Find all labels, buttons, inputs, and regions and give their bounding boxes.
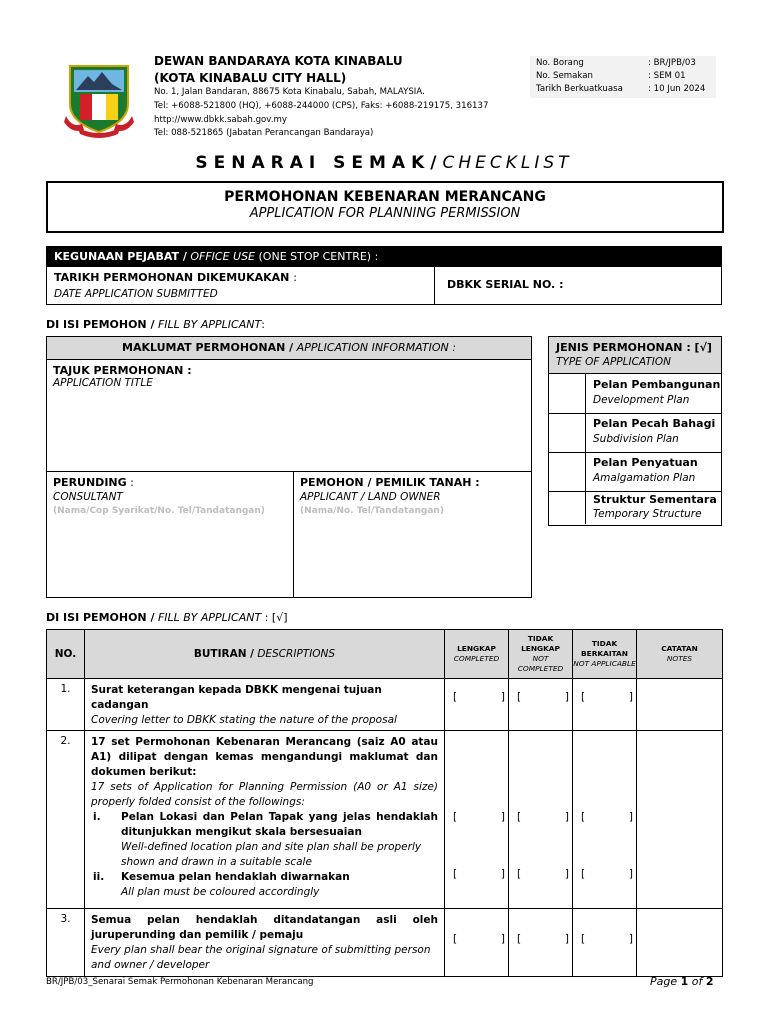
row-description-malay: 17 set Permohonan Kebenaran Merancang (saiz A0 atau A1) dilipat dengan kemas mengandungi maklumat dan dokumen berikut:	[91, 736, 438, 778]
consultant-field[interactable]	[53, 476, 265, 518]
office-use-box	[46, 267, 722, 305]
office-use-label: KEGUNAAN PEJABAT /	[54, 250, 187, 263]
col-header-not-completed	[509, 630, 573, 679]
type-checkbox[interactable]	[549, 374, 586, 413]
bracket-right: ]	[564, 868, 569, 880]
bracket-left: [	[581, 691, 586, 703]
application-information-box	[46, 336, 532, 598]
type-option-label-english: Subdivision Plan	[593, 433, 679, 445]
not-applicable-cell[interactable]	[573, 909, 637, 977]
page-current: 1	[680, 975, 689, 988]
type-checkbox[interactable]	[549, 413, 586, 452]
type-option-label-english: Development Plan	[593, 394, 690, 406]
notes-cell[interactable]	[637, 731, 723, 909]
office-use-label-rest: (ONE STOP CENTRE) :	[258, 250, 379, 263]
application-information-label: MAKLUMAT PERMOHONAN /	[122, 341, 294, 354]
application-information-header	[47, 337, 531, 360]
meta-label: No. Borang	[536, 58, 584, 68]
col-header-not-applicable-malay: TIDAK BERKAITAN	[581, 639, 628, 658]
col-header-descriptions-malay: BUTIRAN /	[193, 648, 254, 660]
type-checkbox[interactable]	[549, 491, 586, 524]
type-option-label: Pelan Penyatuan	[593, 456, 698, 469]
document-meta-box	[530, 56, 716, 98]
meta-value: : 10 Jun 2024	[648, 84, 706, 94]
table-row	[47, 679, 723, 731]
divider	[47, 471, 531, 472]
type-option-amalgamation-plan	[549, 452, 721, 492]
bracket-right: ]	[500, 691, 505, 703]
sub-item-malay: Kesemua pelan hendaklah diwarnakan	[121, 871, 350, 883]
row-number: 2.	[47, 731, 85, 909]
completed-cell[interactable]	[445, 909, 509, 977]
completed-cell[interactable]	[445, 679, 509, 731]
form-title-english: APPLICATION FOR PLANNING PERMISSION	[249, 206, 521, 221]
of-word: of	[691, 975, 703, 988]
applicant-label: PEMOHON / PEMILIK TANAH :	[300, 476, 480, 489]
sub-item-numeral: ii.	[93, 871, 105, 883]
fill-by-applicant-label	[46, 611, 288, 624]
form-title-box	[46, 181, 724, 233]
checklist-title	[0, 153, 768, 173]
row-description	[85, 731, 445, 909]
not-applicable-cell[interactable]	[573, 679, 637, 731]
organization-address	[154, 86, 488, 141]
footer-page-number	[650, 975, 714, 988]
type-option-label: Struktur Sementara	[593, 493, 717, 506]
type-option-temporary-structure	[549, 491, 721, 524]
not-applicable-cell[interactable]	[573, 731, 637, 909]
notes-cell[interactable]	[637, 679, 723, 731]
not-completed-cell[interactable]	[509, 909, 573, 977]
bracket-left: [	[581, 933, 586, 945]
meta-label: No. Semakan	[536, 71, 593, 81]
bracket-left: [	[517, 691, 522, 703]
footer-form-code: BR/JPB/03_Senarai Semak Permohonan Kebenaran Merancang	[46, 977, 314, 987]
page-total: 2	[705, 975, 714, 988]
applicant-label-english: APPLICANT / LAND OWNER	[300, 491, 441, 503]
checklist-title-english: CHECKLIST	[442, 153, 573, 173]
col-header-completed-malay: LENGKAP	[457, 644, 496, 653]
type-of-application-box	[548, 336, 722, 526]
bracket-left: [	[453, 811, 458, 823]
not-completed-cell[interactable]	[509, 679, 573, 731]
bracket-left: [	[517, 933, 522, 945]
col-header-notes-malay: CATATAN	[661, 644, 698, 653]
col-header-not-applicable	[573, 630, 637, 679]
bracket-right: ]	[564, 933, 569, 945]
checklist-table	[46, 629, 723, 977]
checklist-title-slash: /	[430, 153, 443, 173]
consultant-hint: (Nama/Cop Syarikat/No. Tel/Tandatangan)	[53, 506, 265, 516]
date-submitted-label-english: DATE APPLICATION SUBMITTED	[54, 288, 218, 300]
type-option-development-plan	[549, 374, 721, 414]
bracket-right: ]	[628, 933, 633, 945]
type-of-application-header	[549, 337, 721, 374]
type-option-label: Pelan Pecah Bahagi	[593, 417, 716, 430]
type-option-label: Pelan Pembangunan	[593, 378, 721, 391]
meta-row	[530, 57, 716, 70]
meta-row	[530, 70, 716, 83]
sub-item-numeral: i.	[93, 811, 101, 823]
row-description-english: 17 sets of Application for Planning Permission (A0 or A1 size) properly folded consist of the followings:	[91, 781, 438, 808]
row-number: 1.	[47, 679, 85, 731]
application-title-label-english: APPLICATION TITLE	[53, 377, 153, 389]
sub-item	[91, 870, 438, 900]
bracket-right: ]	[564, 691, 569, 703]
col-header-completed-english: COMPLETED	[453, 654, 500, 663]
fill-by-applicant-rest: : [√]	[264, 611, 288, 624]
fill-by-applicant-english: FILL BY APPLICANT	[157, 318, 262, 331]
bracket-left: [	[517, 811, 522, 823]
row-description-english: Every plan shall bear the original signature of submitting person and owner / developer	[91, 944, 431, 971]
sub-item-malay: Pelan Lokasi dan Pelan Tapak yang jelas hendaklah ditunjukkan mengikut skala bersesuaian	[121, 811, 438, 838]
meta-value: : BR/JPB/03	[648, 58, 696, 68]
meta-value: : SEM 01	[648, 71, 686, 81]
type-of-application-label: JENIS PERMOHONAN : [√]	[556, 341, 712, 354]
col-header-notes	[637, 630, 723, 679]
row-description-english: Covering letter to DBKK stating the nature of the proposal	[91, 714, 397, 726]
col-header-completed	[445, 630, 509, 679]
office-use-header	[46, 246, 722, 267]
bracket-left: [	[517, 868, 522, 880]
table-row	[47, 909, 723, 977]
type-of-application-label-english: TYPE OF APPLICATION	[556, 356, 671, 368]
table-header-row	[47, 630, 723, 679]
row-description	[85, 679, 445, 731]
sub-item	[91, 810, 438, 870]
table-row	[47, 731, 723, 909]
bracket-right: ]	[500, 868, 505, 880]
org-name-line-2: (KOTA KINABALU CITY HALL)	[154, 71, 347, 85]
bracket-right: ]	[628, 811, 633, 823]
row-number: 3.	[47, 909, 85, 977]
application-information-label-english: APPLICATION INFORMATION :	[296, 341, 456, 354]
bracket-right: ]	[500, 933, 505, 945]
bracket-right: ]	[628, 868, 633, 880]
type-option-label-english: Temporary Structure	[593, 508, 702, 520]
department-phone-line: Tel: 088-521865 (Jabatan Perancangan Bandaraya)	[154, 128, 374, 139]
row-description-malay: Surat keterangan kepada DBKK mengenai tujuan cadangan	[91, 684, 382, 711]
notes-cell[interactable]	[637, 909, 723, 977]
bracket-left: [	[453, 868, 458, 880]
date-submitted-label: TARIKH PERMOHONAN DIKEMUKAKAN	[54, 271, 290, 284]
col-header-not-completed-malay: TIDAK LENGKAP	[521, 634, 560, 653]
website-line: http://www.dbkk.sabah.gov.my	[154, 114, 287, 125]
consultant-label: PERUNDING	[53, 476, 127, 489]
meta-row	[530, 83, 716, 96]
completed-cell[interactable]	[445, 731, 509, 909]
col-header-not-applicable-english: NOT APPLICABLE	[573, 659, 636, 668]
type-option-subdivision-plan	[549, 413, 721, 453]
fill-by-applicant-label	[46, 318, 265, 331]
bracket-left: [	[581, 868, 586, 880]
fill-by-applicant-rest: :	[261, 318, 265, 331]
col-header-no: NO.	[47, 630, 85, 679]
consultant-colon: :	[130, 476, 134, 489]
sub-item-english: All plan must be coloured accordingly	[121, 886, 320, 898]
col-header-not-completed-english: NOT COMPLETED	[517, 654, 564, 673]
bracket-left: [	[581, 811, 586, 823]
org-name-line-1: DEWAN BANDARAYA KOTA KINABALU	[154, 54, 403, 68]
date-submitted-colon: :	[293, 271, 297, 284]
consultant-label-english: CONSULTANT	[53, 491, 123, 503]
applicant-hint: (Nama/No. Tel/Tandatangan)	[300, 506, 444, 516]
col-header-descriptions-english: DESCRIPTIONS	[257, 648, 336, 660]
date-submitted-field[interactable]	[47, 267, 435, 304]
fill-by-applicant-malay: DI ISI PEMOHON /	[46, 611, 155, 624]
bracket-right: ]	[564, 811, 569, 823]
application-title-label: TAJUK PERMOHONAN :	[53, 364, 192, 377]
applicant-field[interactable]	[300, 476, 480, 518]
row-description-malay: Semua pelan hendaklah ditandatangan asli oleh juruperunding dan pemilik / pemaju	[91, 914, 438, 941]
fill-by-applicant-english: FILL BY APPLICANT	[157, 611, 262, 624]
page-word: Page	[650, 975, 678, 988]
bracket-right: ]	[500, 811, 505, 823]
checklist-title-malay: SENARAI SEMAK	[195, 153, 431, 173]
application-title-field[interactable]	[53, 364, 192, 389]
col-header-notes-english: NOTES	[666, 654, 693, 663]
type-option-label-english: Amalgamation Plan	[593, 472, 696, 484]
row-description	[85, 909, 445, 977]
divider	[293, 471, 294, 597]
sub-item-english: Well-defined location plan and site plan shall be properly shown and drawn in a suitable scale	[121, 841, 422, 868]
serial-number-label: DBKK SERIAL NO. :	[447, 278, 564, 291]
fill-by-applicant-malay: DI ISI PEMOHON /	[46, 318, 155, 331]
meta-label: Tarikh Berkuatkuasa	[536, 84, 623, 94]
phone-line: Tel: +6088-521800 (HQ), +6088-244000 (CPS), Faks: +6088-219175, 316137	[154, 100, 489, 111]
office-use-label-english: OFFICE USE	[190, 250, 256, 263]
bracket-left: [	[453, 691, 458, 703]
dbkk-crest-logo	[64, 58, 134, 140]
bracket-left: [	[453, 933, 458, 945]
not-completed-cell[interactable]	[509, 731, 573, 909]
col-header-descriptions	[85, 630, 445, 679]
organization-name	[154, 53, 403, 87]
form-title-malay: PERMOHONAN KEBENARAN MERANCANG	[224, 189, 546, 205]
type-checkbox[interactable]	[549, 452, 586, 491]
bracket-right: ]	[628, 691, 633, 703]
address-line: No. 1, Jalan Bandaran, 88675 Kota Kinabalu, Sabah, MALAYSIA.	[154, 87, 425, 97]
